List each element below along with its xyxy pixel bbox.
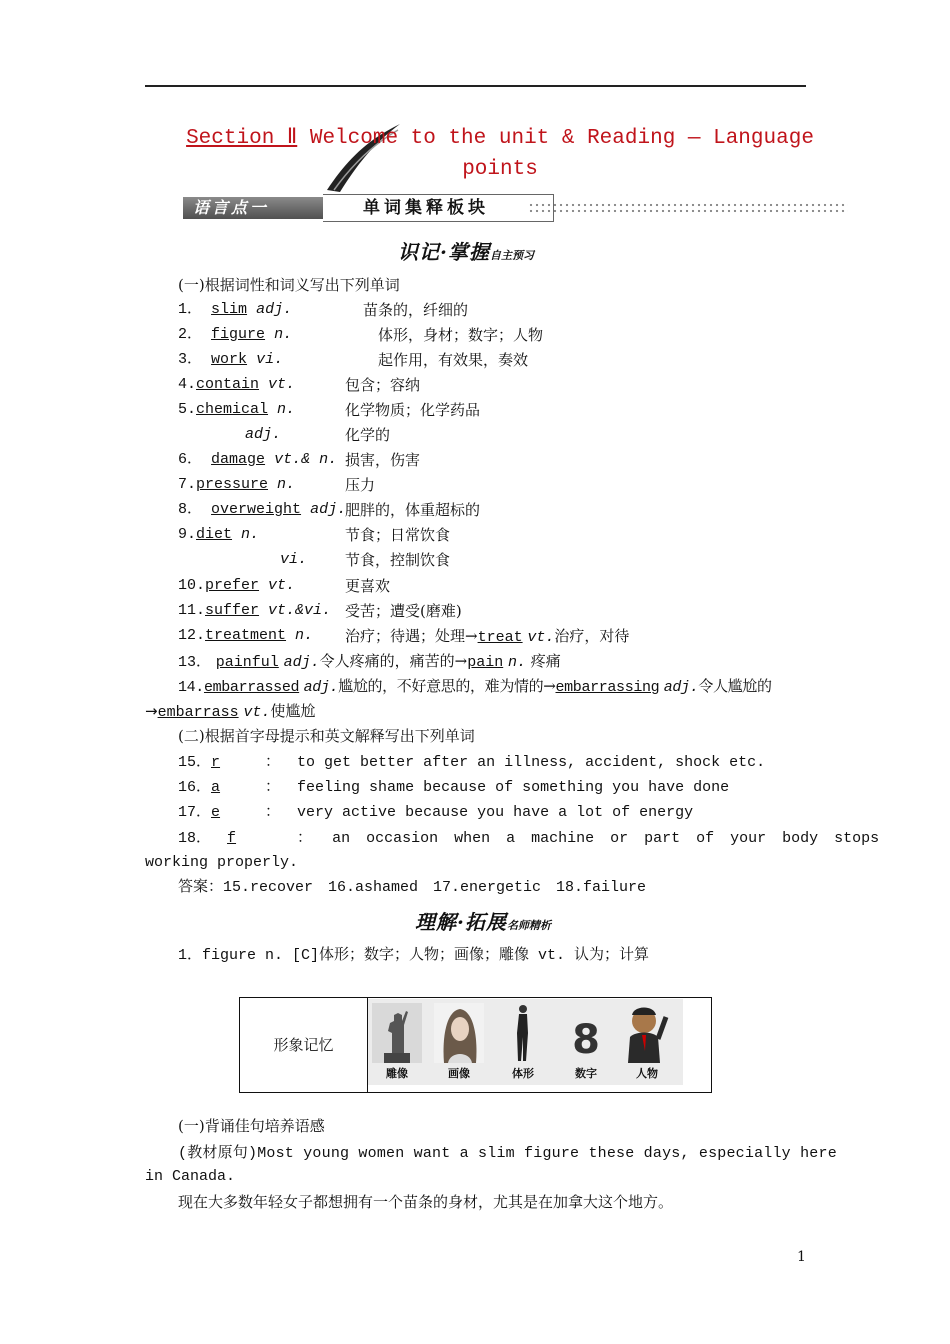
example-translation: 现在大多数年轻女子都想拥有一个苗条的身材，尤其是在加拿大这个地方。 bbox=[178, 1193, 674, 1211]
vocab-row: 2． figure n. bbox=[178, 326, 293, 343]
vocab-row: 6． damage vt.& n. bbox=[178, 451, 338, 468]
vocab-meaning: 包含；容纳 bbox=[345, 376, 421, 394]
memory-table bbox=[239, 997, 712, 1093]
vocab-meaning: 压力 bbox=[345, 476, 376, 494]
section-banner bbox=[183, 194, 849, 222]
banner-dots bbox=[528, 202, 848, 214]
vocab-meaning: 起作用，有效果，奏效 bbox=[378, 351, 529, 369]
vocab-meaning: 化学物质；化学药品 bbox=[345, 401, 481, 419]
caption-portrait: 画像 bbox=[448, 1067, 470, 1080]
vocab-row: 11.suffer vt.&vi. bbox=[178, 602, 332, 619]
vocab-pos: adj. bbox=[245, 426, 282, 443]
vocab-meaning: 损害，伤害 bbox=[345, 451, 421, 469]
title-rest: Welcome to the unit & Reading — Language bbox=[297, 127, 814, 150]
heading-memorize bbox=[398, 236, 534, 265]
vocab-row: 1． slim adj. bbox=[178, 301, 293, 318]
definition-row: 15．r ： to get better after an illness, accident, shock etc. bbox=[178, 754, 766, 771]
part1-title: (一)根据词性和词义写出下列单词 bbox=[178, 276, 400, 294]
caption-statue: 雕像 bbox=[386, 1067, 408, 1080]
vocab-row: 3． work vi. bbox=[178, 351, 284, 368]
title-section: Section Ⅱ bbox=[186, 127, 298, 150]
vocab-row: 12.treatment n. bbox=[178, 627, 314, 644]
caption-character: 人物 bbox=[636, 1067, 658, 1080]
portrait-icon bbox=[434, 1003, 484, 1063]
heading-understand-sub: 名师精析 bbox=[506, 919, 551, 932]
character-icon bbox=[620, 1003, 670, 1063]
vocab-pos: vi. bbox=[280, 551, 308, 568]
page-title bbox=[150, 124, 850, 150]
definition-row: 18． f ： an occasion when a machine or part of your body stops bbox=[178, 830, 880, 847]
figure-icon bbox=[498, 1003, 548, 1063]
page-number: 1 bbox=[797, 1249, 806, 1265]
heading-understand-main: 理解·拓展 bbox=[415, 910, 507, 934]
memory-pictures bbox=[368, 999, 683, 1085]
vocab-row: →embarrass vt.使尴尬 bbox=[145, 702, 316, 721]
example-sentence-cont: in Canada. bbox=[145, 1168, 236, 1185]
vocab-meaning: 体形，身材；数字；人物 bbox=[378, 326, 544, 344]
vocab-meaning: 节食；日常饮食 bbox=[345, 526, 451, 544]
memory-label: 形象记忆 bbox=[240, 998, 368, 1092]
heading-memorize-sub: 自主预习 bbox=[489, 249, 534, 262]
top-rule bbox=[145, 85, 806, 87]
vocab-meaning: 苗条的，纤细的 bbox=[363, 301, 469, 319]
vocab-meaning: 肥胖的，体重超标的 bbox=[345, 501, 481, 519]
entry-figure: 1．figure n. [C]体形；数字；人物；画像；雕像 vt. 认为；计算 bbox=[178, 947, 650, 964]
banner-title: 单词集释板块 bbox=[323, 194, 554, 222]
vocab-meaning: 治疗；待遇；处理→treat vt.治疗，对待 bbox=[345, 627, 630, 646]
heading-memorize-main: 识记·掌握 bbox=[398, 240, 490, 264]
vocab-meaning: 受苦；遭受(磨难) bbox=[345, 602, 462, 620]
part3-title: (一)背诵佳句培养语感 bbox=[178, 1117, 325, 1135]
vocab-meaning: 更喜欢 bbox=[345, 577, 391, 595]
vocab-row: 7.pressure n. bbox=[178, 476, 296, 493]
vocab-row: 10.prefer vt. bbox=[178, 577, 296, 594]
definition-continued: working properly. bbox=[145, 854, 299, 871]
answer-key: 答案：15.recover 16.ashamed 17.energetic 18.failure bbox=[178, 879, 647, 896]
vocab-row: 13． painful adj.令人疼痛的，痛苦的→pain n. 疼痛 bbox=[178, 652, 561, 671]
page-title-line2: points bbox=[462, 158, 538, 181]
statue-icon bbox=[372, 1003, 422, 1063]
definition-row: 17．e ： very active because you have a lot of energy bbox=[178, 804, 694, 821]
banner-label: 语言点一 bbox=[183, 197, 323, 219]
vocab-row: 9.diet n. bbox=[178, 526, 260, 543]
digit-eight: 8 bbox=[572, 1017, 600, 1063]
vocab-row: 8． overweight adj. bbox=[178, 501, 347, 518]
part2-title: (二)根据首字母提示和英文解释写出下列单词 bbox=[178, 727, 475, 745]
vocab-row: 5.chemical n. bbox=[178, 401, 296, 418]
definition-row: 16．a ： feeling shame because of something you have done bbox=[178, 779, 730, 796]
caption-figure: 体形 bbox=[512, 1067, 534, 1080]
heading-understand bbox=[415, 906, 551, 935]
vocab-row: 14.embarrassed adj.尴尬的，不好意思的，难为情的→embarrassing adj.令人尴尬的 bbox=[178, 677, 772, 696]
caption-number: 数字 bbox=[575, 1067, 597, 1080]
example-sentence: (教材原句)Most young women want a slim figure these days, especially here bbox=[178, 1145, 837, 1162]
vocab-meaning: 节食，控制饮食 bbox=[345, 551, 451, 569]
vocab-row: 4.contain vt. bbox=[178, 376, 296, 393]
vocab-meaning: 化学的 bbox=[345, 426, 391, 444]
